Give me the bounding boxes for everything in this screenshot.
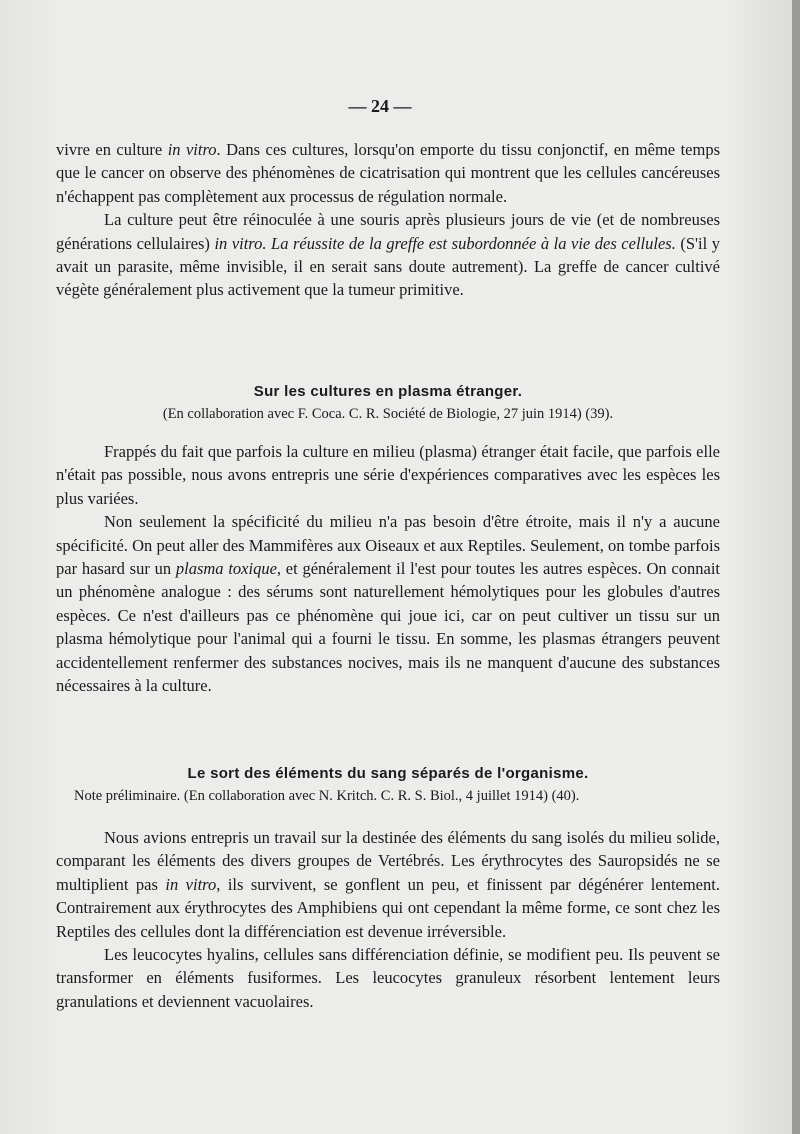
italic-text: in vitro (167, 140, 217, 159)
paragraph: Les leucocytes hyalins, cellules sans différenciation définie, se modifient peu. Ils peuvent se transformer en éléments fusiformes. Les leucocytes granuleux résorbent lentement leurs granulations et deviennent vacuolaires. (56, 945, 720, 1011)
paragraph (56, 826, 720, 943)
text-run: Nous avions entrepris un travail sur la destinée des éléments du sang isolés du milieu solide, comparant les éléments des divers groupes de Vertébrés. Les érythrocytes des Sauropsidés ne se multiplient pas (56, 828, 720, 894)
text-run: (S'il y avait un parasite, même invisible, il en serait sans doute autrement). La greffe de cancer cultivé végète généralement plus activement que la tumeur primitive. (56, 233, 720, 300)
section-1 (56, 138, 720, 302)
italic-text: plasma toxique (175, 559, 277, 579)
paragraph: Frappés du fait que parfois la culture en milieu (plasma) étranger était facile, que parfois elle n'était pas possible, nous avons entrepris une série d'expériences comparatives avec les espèces les plus variées. (56, 442, 720, 508)
paragraph (56, 208, 720, 302)
italic-text: in vitro (165, 874, 217, 894)
text-run: Non seulement la spécificité du milieu n'a pas besoin d'être étroite, mais il n'y a aucune spécificité. On peut aller des Mammifères aux Oiseaux et aux Reptiles. Seulement, on tombe parfois par hasard sur un (56, 512, 720, 579)
section-2-body (56, 440, 720, 697)
section-heading: Le sort des éléments du sang séparés de l'organisme. (187, 765, 589, 782)
italic-text: in vitro. La réussite de la greffe est subordonnée à la vie des cellules. (214, 233, 676, 253)
section-3-body (56, 826, 720, 1013)
section-subtitle: (En collaboration avec F. Coca. C. R. Société de Biologie, 27 juin 1914) (39). (162, 406, 614, 423)
paragraph (56, 510, 720, 697)
text-run: , ils survivent, se gonflent un peu, et finissent par dégénérer lentement. Contrairement aux érythrocytes des Amphibiens qui ont cependant la même forme, ce sont chez les Reptiles des cellules dont la différenciation est devenue irréversible. (56, 874, 720, 941)
text-run: vivre en culture (56, 140, 163, 159)
text-run: . Dans ces cultures, lorsqu'on emporte du tissu conjonctif, en même temps que le cancer on observe des phénomènes de cicatrisation qui montrent que les cellules cancéreuses n'échappent pas complètement aux processus de régulation normale. (56, 140, 720, 206)
text-run: La culture peut être réinoculée à une souris après plusieurs jours de vie (et de nombreuses générations cellulaires) (56, 210, 720, 253)
paragraph (56, 138, 720, 208)
page-number: — 24 — (348, 96, 412, 116)
text-run: , et généralement il l'est pour toutes les autres espèces. On connait un phénomène analogue : des sérums sont naturellement hémolytiques pour les globules d'autres espèces. Ce n'est d'ailleurs pas ce phénomène qui joue ici, car on peut cultiver un tissu sur un plasma hémolytique pour l'animal qui a fourni le tissu. En somme, les plasmas étrangers peuvent accidentellement renfermer des substances nocives, mais ils ne manquent d'aucune des substances nécessaires à la culture. (56, 559, 720, 696)
section-2 (56, 380, 720, 427)
section-heading: Sur les cultures en plasma étranger. (253, 383, 523, 400)
section-3 (56, 762, 720, 809)
section-subtitle: Note préliminaire. (En collaboration avec N. Kritch. C. R. S. Biol., 4 juillet 1914) (40). (74, 788, 580, 805)
page-edge-shadow (792, 0, 800, 1134)
